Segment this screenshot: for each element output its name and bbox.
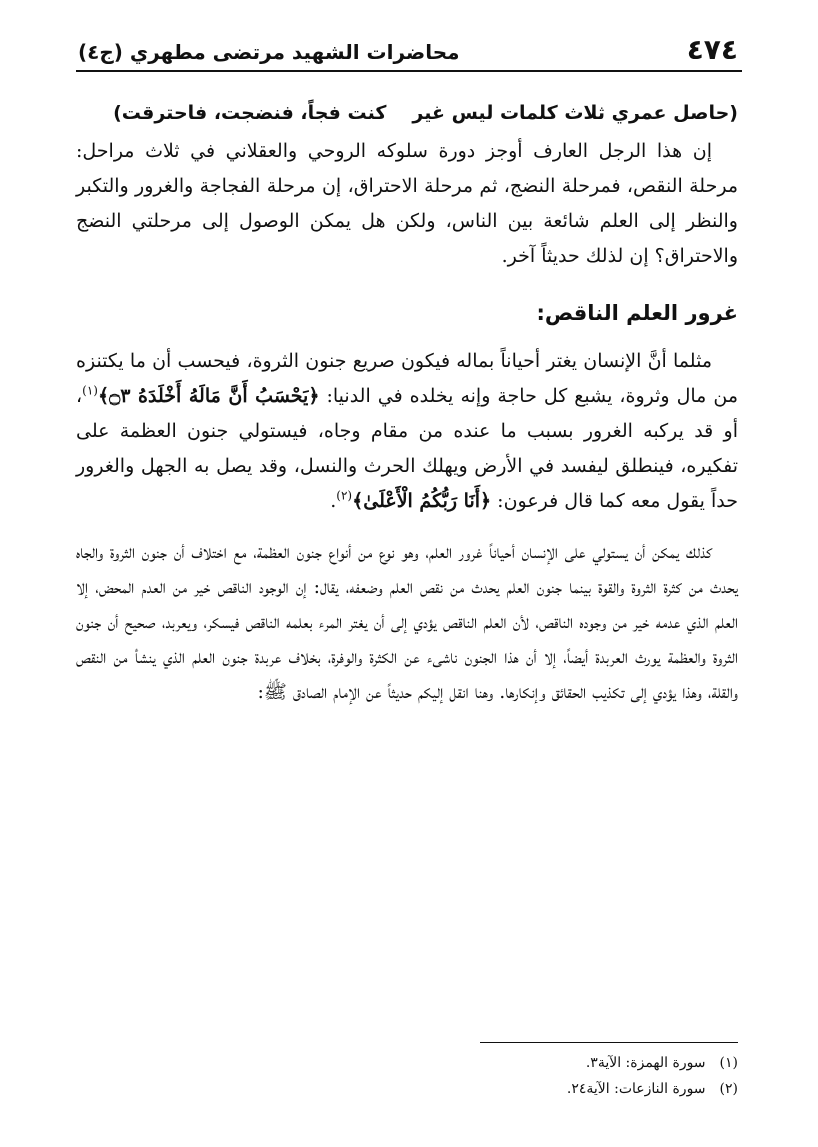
paragraph-2-text-c: . [330, 490, 337, 512]
running-header [78, 26, 738, 66]
poem-verse [76, 96, 738, 130]
footnote-text: سورة الهمزة: الآية٣. [585, 1055, 706, 1071]
header-rule [76, 70, 742, 72]
footnote-1 [76, 1050, 738, 1076]
footnote-text: سورة النازعات: الآية٢٤. [566, 1081, 706, 1097]
section-heading: غرور العلم الناقص: [536, 301, 738, 325]
quran-verse-2: ﴿أَنَا رَبُّكُمُ الْأَعْلَىٰ﴾ [352, 490, 492, 512]
paragraph-3: كذلك يمكن أن يستولي على الإنسان أحياناً غرور العلم، وهو نوع من أنواع جنون العظمة، مع اختلاف أن جنون الثروة والجاه يحدث من كثرة الثروة والقوة بينما جنون العلم يحدث من نقص العلم وضعفه، يقال: إن الوجود الناقص خير من العدم المحض، إلا العلم الذي عدمه خير من وجوده الناقص، لأن العلم الناقص يؤدي إلى أن يغتر المرء بعلمه الناقص فيسكر، ويعربد، صحيح أن جنون الثروة والعظمة يورث العربدة أيضاً، إلا أن هذا الجنون ناشىء عن الكثرة والوفرة، بخلاف عربدة جنون العلم الذي ينشأ من النقص والقلة، وهذا يؤدي إلى تكذيب الحقائق وإنكارها. وهنا انقل إليكم حديثاً عن الإمام الصادق ﷺ: [76, 541, 738, 703]
footnote-2 [76, 1076, 738, 1102]
footnotes [76, 1050, 738, 1102]
paragraph-2-text-a: مثلما أنَّ الإنسان يغتر أحياناً بماله فيكون صريع جنون الثروة، فيحسب أن ما يكتنزه من مال وثروة، يشبع كل حاجة وإنه يخلده في الدنيا: [76, 350, 738, 407]
paragraph-1: إن هذا الرجل العارف أوجز دورة سلوكه الروحي والعقلاني في ثلاث مراحل: مرحلة النقص، فمرحلة النضج، ثم مرحلة الاحتراق، إن مرحلة الفجاجة والغرور والتكبر والنظر إلى العلم شائعة بين الناس، ولكن هل يمكن الوصول إلى مرحلتي النضج والاحتراق؟ إن لذلك حديثاً آخر. [76, 140, 738, 267]
verse-first-hemistich: (حاصل عمري ثلاث كلمات ليس غير [412, 102, 738, 124]
quran-verse-1: ﴿يَحْسَبُ أَنَّ مَالَهُ أَخْلَدَهُ ۝٣﴾ [97, 385, 320, 407]
footnote-number: (١) [719, 1055, 738, 1071]
footnote-reference-2: (٢) [336, 488, 353, 503]
page-number: ٤٧٤ [686, 33, 738, 66]
footnote-reference-1: (١) [82, 383, 98, 398]
footnote-number: (٢) [719, 1081, 738, 1097]
running-title: محاضرات الشهيد مرتضى مطهري (ج٤) [78, 40, 460, 64]
footnote-rule [480, 1042, 738, 1043]
paragraph-2-text-b: ، أو قد يركبه الغرور بسبب ما عنده من مقام وجاه، فيستولي جنون العظمة على تفكيره، فينطلق ليفسد في الأرض ويهلك الحرث والنسل، وقد يصل به الجهل والغرور حداً يقول معه كما قال فرعون: [76, 385, 738, 512]
page-body [76, 96, 738, 710]
paragraph-2 [76, 344, 738, 519]
verse-second-hemistich: كنت فجاً، فنضجت، فاحترقت) [113, 102, 387, 124]
